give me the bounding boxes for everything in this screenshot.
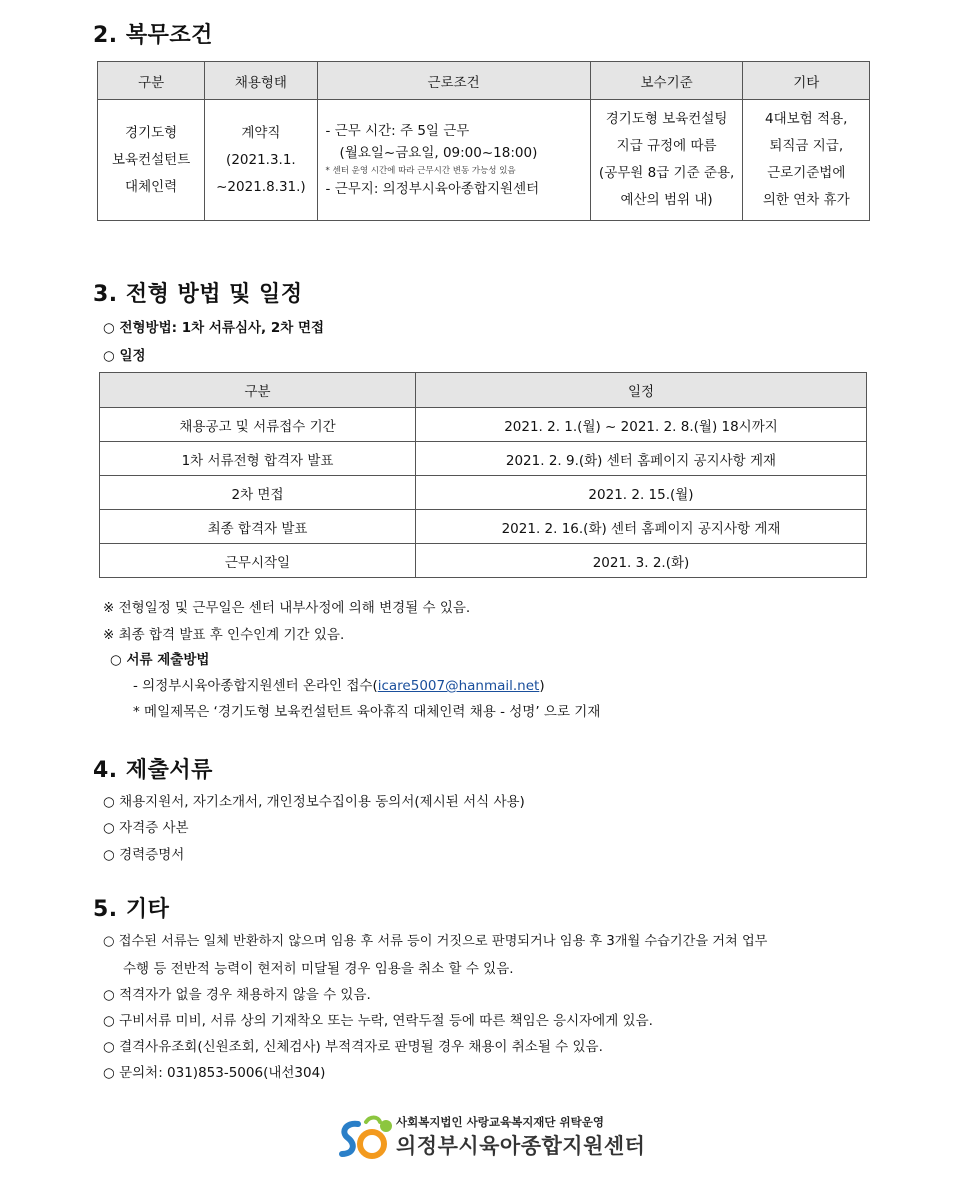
logo-subtitle: 사회복지법인 사랑교육복지재단 위탁운영	[396, 1115, 604, 1129]
cell-line: 의한 연차 휴가	[762, 192, 850, 208]
cell-line: 경기도형 보육컨설팅	[605, 111, 728, 127]
cell-etc	[743, 100, 870, 221]
list-item: ○ 문의처: 031)853-5006(내선304)	[103, 1065, 326, 1081]
cell-line: 지급 규정에 따름	[616, 138, 717, 154]
cell-category	[98, 100, 205, 221]
schedule-table	[99, 372, 867, 578]
cell-date: 2021. 2. 1.(월) ~ 2021. 2. 8.(월) 18시까지	[416, 408, 867, 442]
section4-title: 4. 제출서류	[93, 758, 213, 783]
cell-conditions	[317, 100, 590, 221]
list-item: ○ 채용지원서, 자기소개서, 개인정보수집이용 동의서(제시된 서식 사용)	[103, 794, 525, 810]
cell-note: * 센터 운영 시간에 따라 근무시간 변동 가능성 있음	[325, 166, 516, 176]
list-item: ○ 구비서류 미비, 서류 상의 기재착오 또는 누락, 연락두절 등에 따른 책임은 응시자에게 있음.	[103, 1013, 653, 1029]
cell-line: 대체인력	[125, 178, 178, 195]
cell-item: 1차 서류전형 합격자 발표	[100, 442, 416, 476]
table-row	[100, 442, 867, 476]
cell-item: 최종 합격자 발표	[100, 510, 416, 544]
list-item-continuation: 수행 등 전반적 능력이 현저히 미달될 경우 임용을 취소 할 수 있음.	[123, 961, 514, 977]
cell-date: 2021. 2. 15.(월)	[416, 476, 867, 510]
submit-method-line	[133, 674, 545, 694]
table-row	[100, 408, 867, 442]
cell-line: - 근무 시간: 주 5일 근무	[325, 123, 470, 139]
cell-date: 2021. 2. 9.(화) 센터 홈페이지 공지사항 게재	[416, 442, 867, 476]
section5-title: 5. 기타	[93, 897, 170, 922]
header-category: 구분	[100, 373, 416, 408]
header-pay: 보수기준	[590, 62, 743, 100]
cell-line: 계약직	[241, 124, 281, 141]
submit-method-title: ○ 서류 제출방법	[110, 652, 210, 668]
list-item: ○ 경력증명서	[103, 847, 185, 863]
table-row	[100, 544, 867, 578]
list-item: ○ 적격자가 없을 경우 채용하지 않을 수 있음.	[103, 987, 371, 1003]
table-row	[100, 510, 867, 544]
header-employment: 채용형태	[205, 62, 317, 100]
section2-title: 2. 복무조건	[93, 23, 213, 48]
cell-line: (공무원 8급 기준 준용,	[598, 165, 735, 181]
selection-method: ○ 전형방법: 1차 서류심사, 2차 면접	[103, 320, 325, 336]
table-row	[98, 100, 870, 221]
table-header-row	[98, 62, 870, 100]
work-conditions-table	[97, 61, 870, 221]
cell-item: 채용공고 및 서류접수 기간	[100, 408, 416, 442]
logo-mark-icon	[336, 1114, 394, 1166]
list-item: ○ 결격사유조회(신원조회, 신체검사) 부적격자로 판명될 경우 채용이 취소될 수 있음.	[103, 1039, 603, 1055]
cell-item: 근무시작일	[100, 544, 416, 578]
cell-line: 경기도형	[125, 124, 178, 141]
cell-line: 4대보험 적용,	[765, 111, 848, 127]
list-item: ○ 자격증 사본	[103, 820, 189, 836]
header-category: 구분	[98, 62, 205, 100]
header-schedule: 일정	[416, 373, 867, 408]
schedule-label: ○ 일정	[103, 348, 146, 364]
cell-line: 예산의 범위 내)	[620, 192, 713, 208]
cell-line: 보육컨설턴트	[112, 151, 191, 168]
cell-line: 퇴직금 지급,	[769, 138, 844, 154]
cell-pay	[590, 100, 743, 221]
cell-line: ~2021.8.31.)	[216, 178, 306, 195]
cell-line: 근로기준법에	[767, 165, 846, 181]
section3-title: 3. 전형 방법 및 일정	[93, 282, 303, 307]
submit-prefix: - 의정부시육아종합지원센터 온라인 접수(	[133, 678, 378, 694]
table-header-row	[100, 373, 867, 408]
logo-title: 의정부시육아종합지원센터	[396, 1134, 646, 1158]
email-link[interactable]: icare5007@hanmail.net	[377, 678, 540, 694]
table-row	[100, 476, 867, 510]
center-logo	[336, 1114, 656, 1166]
header-etc: 기타	[743, 62, 870, 100]
cell-employment	[205, 100, 317, 221]
cell-date: 2021. 2. 16.(화) 센터 홈페이지 공지사항 게재	[416, 510, 867, 544]
list-item: ○ 접수된 서류는 일체 반환하지 않으며 임용 후 서류 등이 거짓으로 판명되거나 임용 후 3개월 수습기간을 거쳐 업무	[103, 934, 768, 949]
cell-line: (월요일~금요일, 09:00~18:00)	[339, 145, 538, 161]
cell-item: 2차 면접	[100, 476, 416, 510]
submit-suffix: )	[539, 678, 545, 694]
cell-date: 2021. 3. 2.(화)	[416, 544, 867, 578]
header-conditions: 근로조건	[317, 62, 590, 100]
cell-line: - 근무지: 의정부시육아종합지원센터	[325, 181, 540, 197]
note-handover: ※ 최종 합격 발표 후 인수인계 기간 있음.	[103, 627, 345, 643]
mail-subject-note: * 메일제목은 ‘경기도형 보육컨설턴트 육아휴직 대체인력 채용 - 성명’ 으로 기재	[133, 704, 601, 720]
cell-line: (2021.3.1.	[226, 151, 296, 168]
note-schedule-change: ※ 전형일정 및 근무일은 센터 내부사정에 의해 변경될 수 있음.	[103, 600, 471, 616]
